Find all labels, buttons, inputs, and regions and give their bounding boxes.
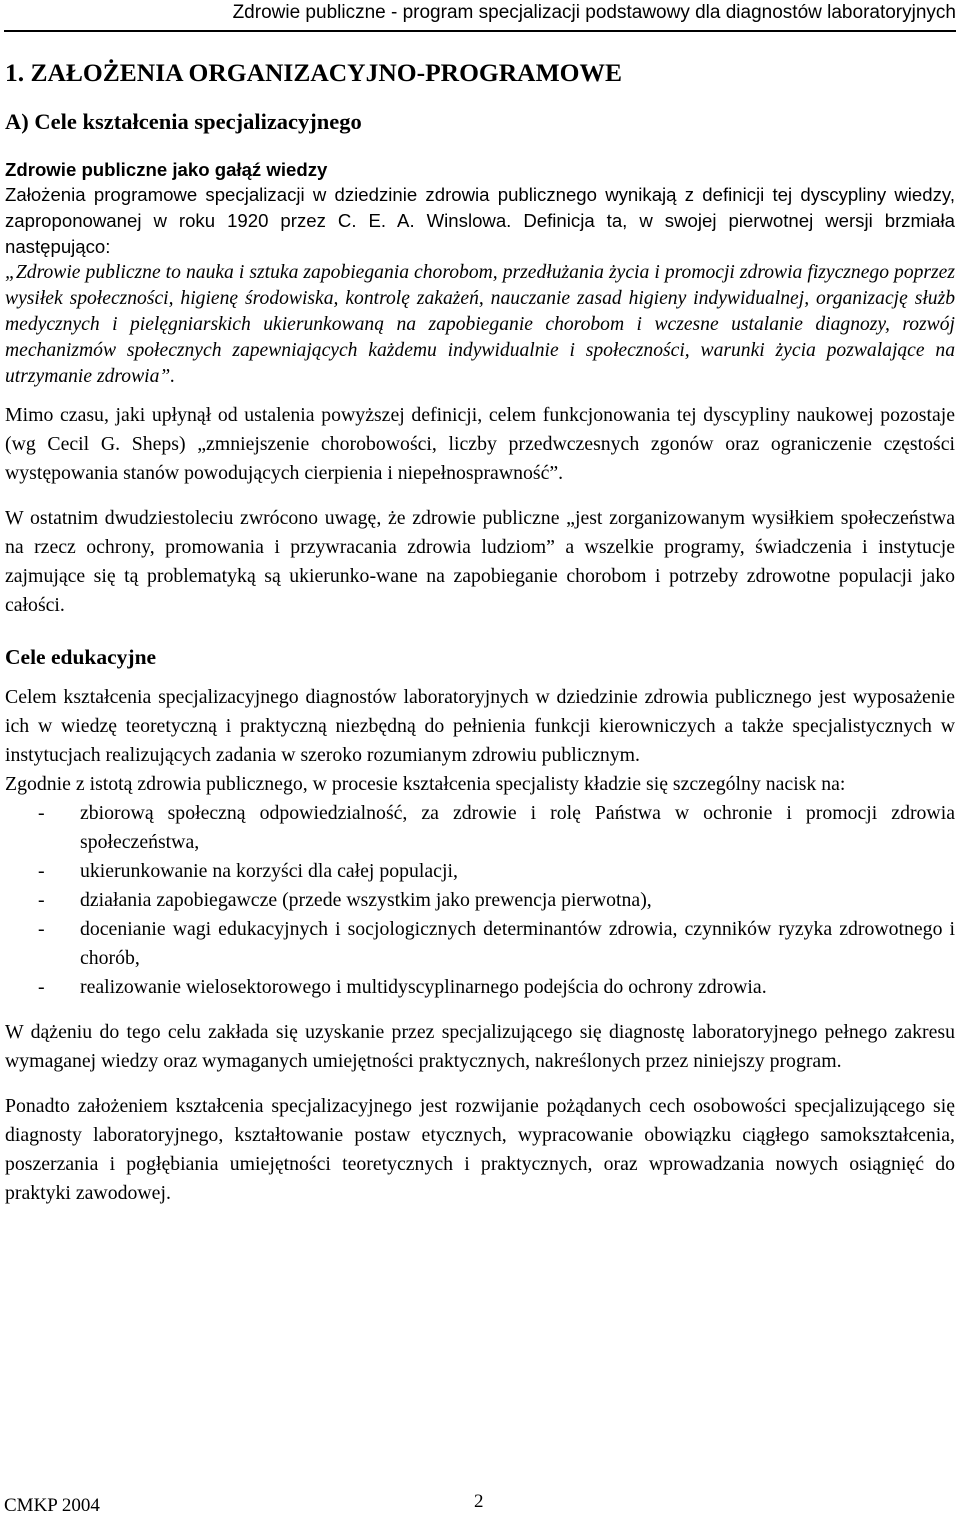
paragraph-character: Ponadto założeniem kształcenia specjalizacyjnego jest rozwijanie pożądanych cech osobowości specjalizującego się diagnosty laboratoryjnego, kształtowanie postaw etycznych, wypracowanie obowiązku ciągłego samokształcenia, poszerzania i pogłębiania umiejętności teoretycznych i praktycznych, oraz wprowadzania nowych osiągnięć do praktyki zawodowej. <box>5 1095 955 1204</box>
paragraph-aim: W dążeniu do tego celu zakłada się uzyskanie przez specjalizującego się diagnostę laboratoryjnego pełnego zakresu wymaganej wiedzy oraz wymaganych umiejętności praktycznych, nakreślonych przez niniejszy program. <box>5 1021 955 1072</box>
list-item <box>5 973 955 1002</box>
definition-quote: „Zdrowie publiczne to nauka i sztuka zapobiegania chorobom, przedłużania życia i promocji zdrowia fizycznego poprzez wysiłek społeczności, higienę środowiska, kontrolę zakażeń, nauczanie zasad higieny indywidualnej, organizację służb medycznych i pielęgniarskich ukierunkowaną na zapobieganie chorobom i wczesne ustalanie diagnozy, rozwój mechanizmów społecznych zapewniających każdemu indywidualnie i społeczności, warunki życia pozwalające na utrzymanie zdrowia”. <box>5 262 955 387</box>
list-item <box>5 857 955 886</box>
paragraph-emphasis: Zgodnie z istotą zdrowia publicznego, w procesie kształcenia specjalisty kładzie się szczególny nacisk na: <box>5 773 846 795</box>
list-item-text: zbiorową społeczną odpowiedzialność, za zdrowie i rolę Państwa w ochronie i promocji zdrowia społeczeństwa, <box>80 802 955 853</box>
section-heading-educational-goals: Cele edukacyjne <box>5 645 157 669</box>
list-item-text: działania zapobiegawcze (przede wszystkim jako prewencja pierwotna), <box>80 889 652 911</box>
running-header: Zdrowie publiczne - program specjalizacji podstawowy dla diagnostów laboratoryjnych <box>4 2 956 32</box>
list-dash: - <box>38 860 45 882</box>
intro-paragraph: Założenia programowe specjalizacji w dziedzinie zdrowia publicznego wynikają z definicji tej dyscypliny wiedzy, zaproponowanej w roku 1920 przez C. E. A. Winslowa. Definicja ta, w swojej pierwotnej wersji brzmiała następująco: <box>5 184 955 257</box>
emphasis-list <box>5 799 955 1002</box>
chapter-title: 1. ZAŁOŻENIA ORGANIZACYJNO-PROGRAMOWE <box>5 58 622 87</box>
paragraph-recent: W ostatnim dwudziestoleciu zwrócono uwagę, że zdrowie publiczne „jest zorganizowanym wysiłkiem społeczeństwa na rzecz ochrony, promowania i przywracania zdrowia ludziom” a wszelkie programy, świadczenia i instytucje zajmujące się tą problematyką są ukierunko-wane na zapobieganie chorobom i potrzeby zdrowotne populacji jako całości. <box>5 507 955 616</box>
list-item <box>5 886 955 915</box>
section-subtitle: A) Cele kształcenia specjalizacyjnego <box>5 109 362 134</box>
list-dash: - <box>38 918 45 940</box>
page-number: 2 <box>474 1491 484 1512</box>
page-content <box>5 58 955 1208</box>
topic-heading: Zdrowie publiczne jako gałąź wiedzy <box>5 159 328 180</box>
list-item-text: ukierunkowanie na korzyści dla całej populacji, <box>80 860 458 882</box>
list-item <box>5 915 955 973</box>
paragraph-goal: Celem kształcenia specjalizacyjnego diagnostów laboratoryjnych w dziedzinie zdrowia publicznego jest wyposażenie ich w wiedzę teoretyczną i praktyczną niezbędną do pełnienia funkcji kierowniczych a także specjalistycznych w instytucjach realizujących zadania w szeroko rozumianym zdrowiu publicznym. <box>5 686 955 766</box>
list-dash: - <box>38 976 45 998</box>
paragraph-sheps: Mimo czasu, jaki upłynął od ustalenia powyższej definicji, celem funkcjonowania tej dyscypliny naukowej pozostaje (wg Cecil G. Sheps) „zmniejszenie chorobowości, liczby przedwczesnych zgonów oraz ograniczenie częstości występowania stanów powodujących cierpienia i niepełnosprawność”. <box>5 404 955 484</box>
list-item-text: realizowanie wielosektorowego i multidyscyplinarnego podejścia do ochrony zdrowia. <box>80 976 767 998</box>
list-dash: - <box>38 802 45 824</box>
list-item <box>5 799 955 857</box>
list-dash: - <box>38 889 45 911</box>
list-item-text: docenianie wagi edukacyjnych i socjologicznych determinantów zdrowia, czynników ryzyka zdrowotnego i chorób, <box>80 918 955 969</box>
footer-publisher: CMKP 2004 <box>4 1495 100 1516</box>
